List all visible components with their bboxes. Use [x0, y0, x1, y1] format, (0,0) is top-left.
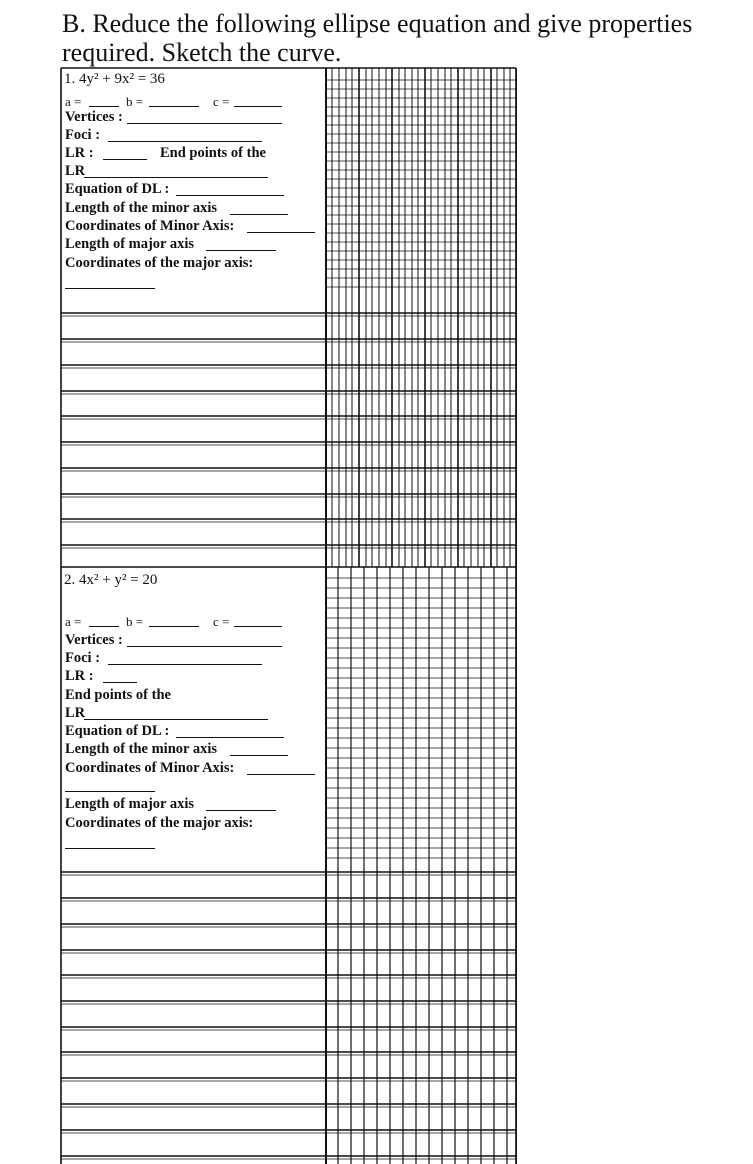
problem-1-a-label: a = [65, 94, 82, 109]
problem-2-b-blank[interactable] [149, 626, 199, 627]
problem-1-b-label: b = [126, 94, 144, 109]
problem-2-lr-endpoints-blank[interactable] [84, 719, 268, 720]
problem-2-lr-blank[interactable] [103, 682, 137, 683]
problem-2-c-label: c = [213, 614, 230, 629]
problem-2-c-blank[interactable] [234, 626, 282, 627]
problem-2-foci-blank[interactable] [108, 664, 262, 665]
problem-1-lr-endpoints-blank[interactable] [84, 177, 268, 178]
problem-1-directrix-blank[interactable] [176, 195, 284, 196]
problem-2-extra-blank[interactable] [65, 791, 155, 792]
problem-2-directrix-label: Equation of DL : [65, 723, 170, 739]
problem-1-major-length-label: Length of major axis [65, 236, 195, 252]
problem-1-vertices-blank[interactable] [127, 123, 282, 124]
problem-1-c-label: c = [213, 94, 230, 109]
problem-2-major-length-label: Length of major axis [65, 796, 195, 812]
problem-1-lr-blank[interactable] [103, 159, 147, 160]
problem-1-a-blank[interactable] [89, 106, 119, 107]
problem-2-major-length-blank[interactable] [206, 810, 276, 811]
problem-1-foci-label: Foci : [65, 127, 101, 143]
problem-2-directrix-blank[interactable] [176, 737, 284, 738]
problem-2-minor-coords-blank[interactable] [247, 774, 315, 775]
problem-1-lr2-label: LR [65, 163, 86, 179]
problem-1-minor-length-label: Length of the minor axis [65, 200, 217, 216]
problem-1-endpoints-label: End points of the [160, 145, 266, 161]
problem-2-b-label: b = [126, 614, 144, 629]
problem-1-major-coords-label: Coordinates of the major axis: [65, 255, 254, 271]
problem-2-foci-label: Foci : [65, 650, 101, 666]
problem-1-vertices-label: Vertices : [65, 109, 123, 125]
problem-1-lr-label: LR : [65, 145, 94, 161]
problem-1-major-length-blank[interactable] [206, 250, 276, 251]
problem-1-major-coords-blank[interactable] [65, 288, 155, 289]
problem-2-major-coords-label: Coordinates of the major axis: [65, 815, 254, 831]
problem-1-foci-blank[interactable] [108, 141, 262, 142]
problem-2-equation: 2. 4x² + y² = 20 [64, 572, 158, 588]
problem-1-b-blank[interactable] [149, 106, 199, 107]
problem-1-equation: 1. 4y² + 9x² = 36 [64, 71, 165, 87]
problem-1-c-blank[interactable] [234, 106, 282, 107]
problem-2-minor-coords-label: Coordinates of Minor Axis: [65, 760, 235, 776]
section-heading-line-1: B. Reduce the following ellipse equation and give properties [62, 9, 693, 38]
problem-1-minor-coords-label: Coordinates of Minor Axis: [65, 218, 235, 234]
problem-1-directrix-label: Equation of DL : [65, 181, 170, 197]
problem-2-lr-label: LR : [65, 668, 94, 684]
section-heading-line-2: required. Sketch the curve. [62, 38, 342, 67]
problem-2-a-blank[interactable] [89, 626, 119, 627]
problem-2-minor-length-label: Length of the minor axis [65, 741, 217, 757]
problem-2-endpoints-label: End points of the [65, 687, 171, 703]
problem-2-major-coords-blank[interactable] [65, 848, 155, 849]
problem-2-minor-length-blank[interactable] [230, 755, 288, 756]
problem-2-lr2-label: LR [65, 705, 86, 721]
problem-1-minor-length-blank[interactable] [230, 214, 288, 215]
problem-2-vertices-blank[interactable] [127, 646, 282, 647]
problem-2-vertices-label: Vertices : [65, 632, 123, 648]
problem-2-a-label: a = [65, 614, 82, 629]
problem-1-minor-coords-blank[interactable] [247, 232, 315, 233]
